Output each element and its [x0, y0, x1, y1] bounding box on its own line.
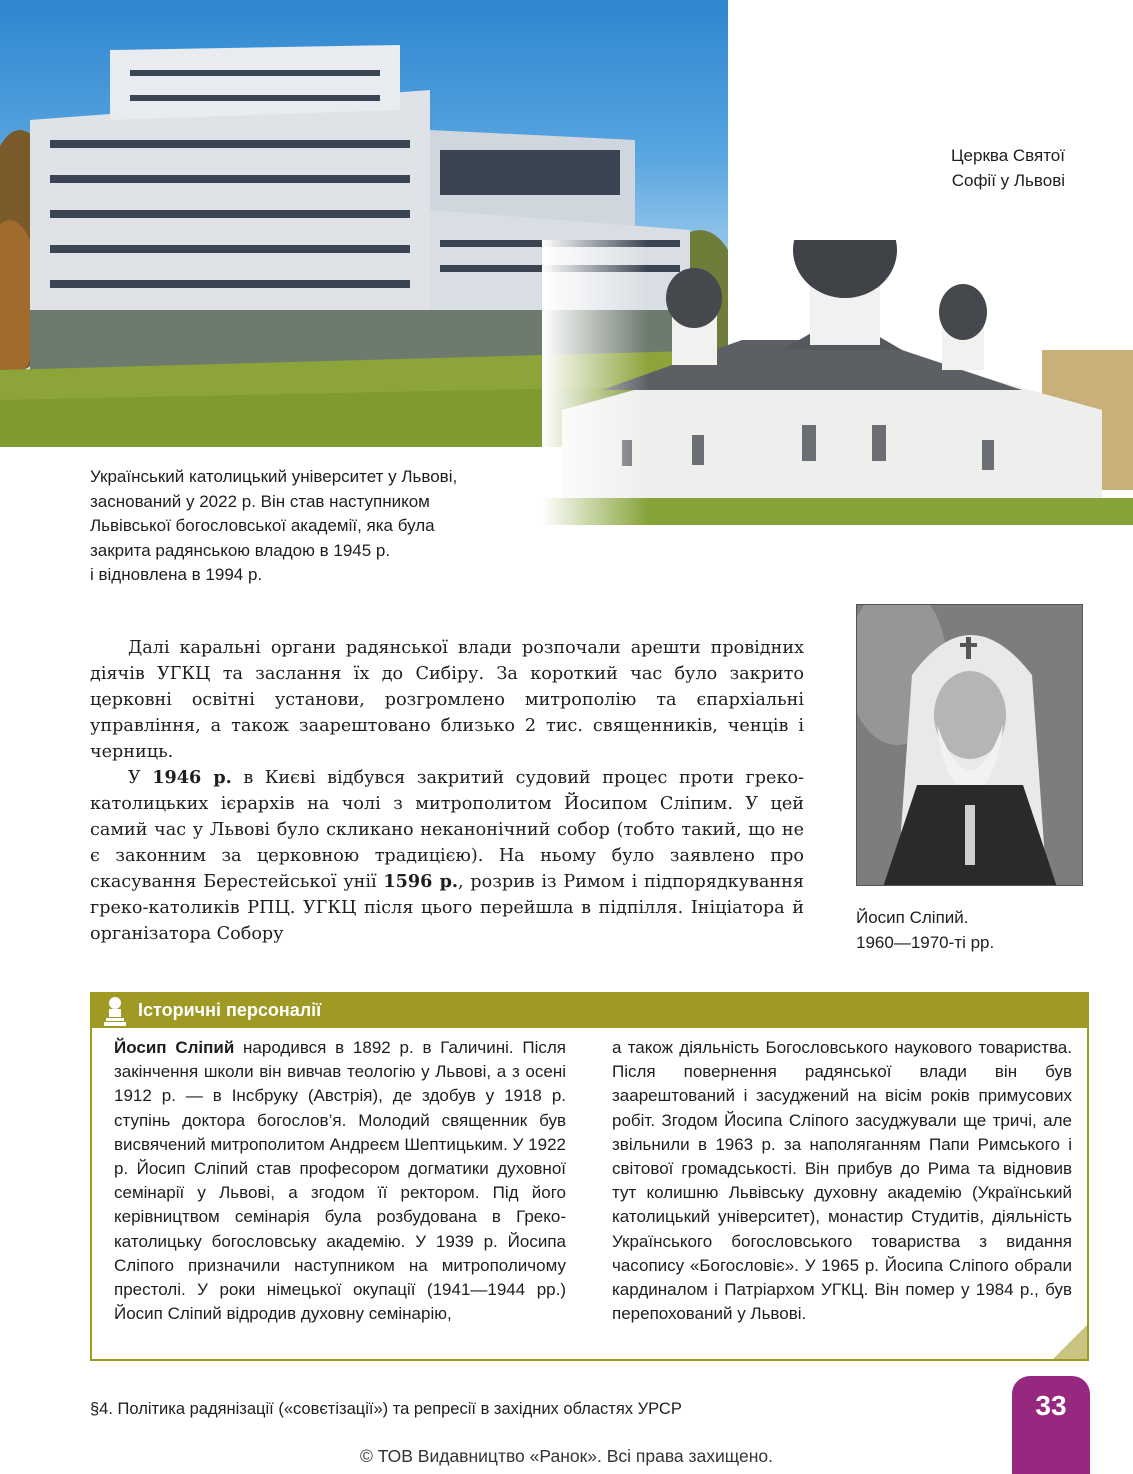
portrait-caption-line-2: 1960—1970-ті рр. [856, 932, 995, 952]
persona-name: Йосип Сліпий [114, 1038, 235, 1057]
year-1596: 1596 р. [383, 871, 459, 892]
university-caption-line-2: заснований у 2022 р. Він став наступником [90, 491, 430, 511]
persona-right-text: а також діяльність Богословського наукового товариства. Після повернення радянської влади він був заарештований і засуджений на вісім років примусових робіт. Згодом Йосипа Сліпого засуджували ще тричі, але звільнили в 1963 р. за наполяганням Папи Римського і світової громадськості. Він прибув до Рима та відновив тут колишню Львівську духовну академію (Український католицький університет), монастир Студитів, діяльність Українського богословського товариства з видання часопису «Богословіє». У 1965 р. Йосипа Сліпого обрали кардиналом і Патріархом УГКЦ. Він помер у 1984 р., був перепохований у Львові. [612, 1038, 1072, 1324]
university-caption-line-4: закрита радянською владою в 1945 р. [90, 540, 391, 560]
persona-column-left [114, 1036, 566, 1326]
portrait-photo [856, 604, 1083, 886]
historical-persons-box [90, 992, 1089, 1361]
historical-persons-title: Історичні персоналії [138, 1000, 322, 1020]
paragraph-2-start: У [128, 768, 153, 788]
portrait-caption-line-1: Йосип Сліпий. [856, 908, 969, 927]
persona-left-text: народився в 1892 р. в Галичині. Після закінчення школи він вивчав теологію у Львові, а з осені 1912 р. — в Інсбруку (Австрія), де здобув у 1918 р. ступінь доктора богослов’я. Молодий священник був висвячений митрополитом Андреєм Шептицьким. У 1922 р. Йосип Сліпий став професором догматики духовної семінарії у Львові, а згодом її ректором. Під його керівництвом семінарія була розбудована в Греко-католицьку богословську академію. У 1939 р. Йосипа Сліпого призначили наступником на митрополичому престолі. У роки німецької окупації (1941—1944 рр.) Йосип Сліпий відродив духовну семінарію, [114, 1038, 566, 1324]
main-text [90, 635, 804, 947]
university-caption-line-1: Український католицький університет у Львові, [90, 467, 458, 486]
box-corner-decoration [1053, 1325, 1087, 1359]
church-caption-line-1: Церква Святої [950, 146, 1065, 165]
university-caption [90, 465, 530, 588]
page-number: 33 [1035, 1390, 1067, 1421]
university-caption-line-5: і відновлена в 1994 р. [90, 565, 263, 584]
bust-icon [102, 996, 128, 1026]
persona-column-right [612, 1036, 1072, 1326]
paragraph-2-middle: в Києві відбувся закритий судовий процес проти греко-католицьких ієрархів на чолі з митрополитом Йосипом Сліпим. У цей самий час у Львові було скликано неканонічний собор (тобто такий, що не є законним за церковною традицією). На ньому було заявлено про скасування Берестейської унії [90, 768, 804, 892]
church-photo [542, 240, 1133, 525]
paragraph-2 [90, 765, 804, 947]
church-caption [905, 144, 1065, 193]
copyright: © ТОВ Видавництво «Ранок». Всі права захищено. [359, 1446, 774, 1466]
historical-persons-header [92, 994, 1087, 1028]
university-caption-line-3: Львівської богословської академії, яка була [90, 516, 435, 535]
paragraph-2-end: , розрив із Римом і підпорядкування греко-католиків РПЦ. УГКЦ після цього перейшла в підпілля. Ініціатора й організатора Собору [90, 872, 804, 944]
church-caption-line-2: Софії у Львові [951, 170, 1065, 190]
portrait-caption [856, 906, 1086, 955]
paragraph-1: Далі каральні органи радянської влади розпочали арешти провідних діячів УГКЦ та заслання їх до Сибіру. За короткий час було закрито церковні освітні установи, розгромлено митрополію та єпархіальні управління, а також заарештовано близько 2 тис. священників, ченців і черниць. [90, 638, 804, 762]
year-1946: 1946 р. [152, 767, 232, 788]
church-illustration [542, 240, 1133, 525]
running-title: §4. Політика радянізації («совєтізації») та репресії в західних областях УРСР [90, 1400, 682, 1418]
portrait-illustration [857, 605, 1083, 886]
